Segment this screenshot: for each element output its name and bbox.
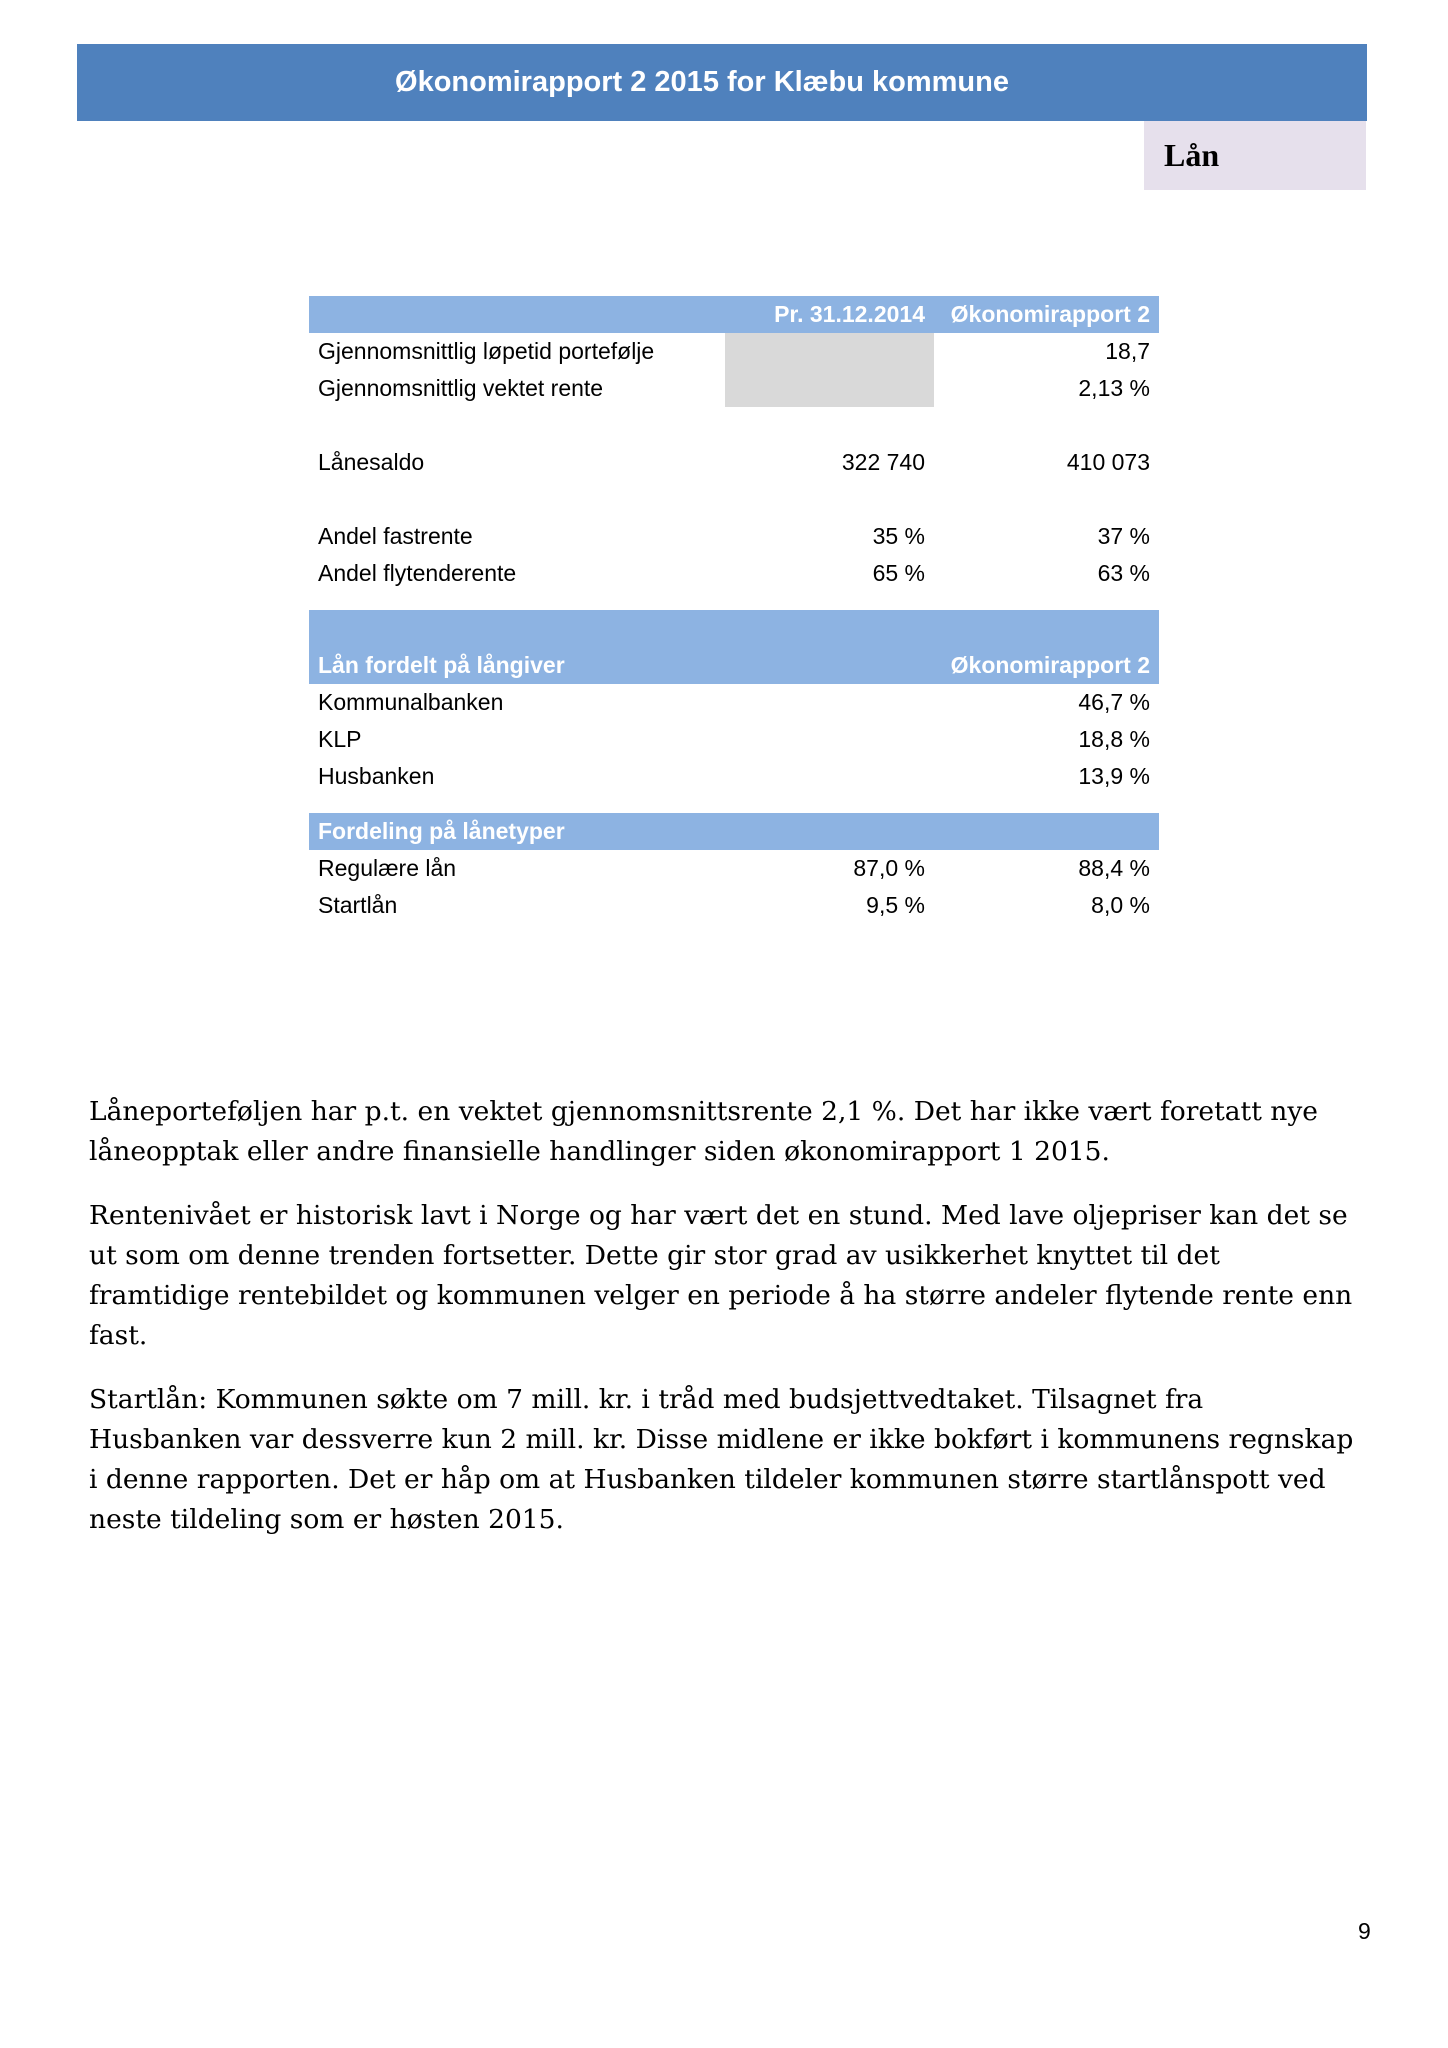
row-current-value: 18,7 (1105, 338, 1150, 364)
section-title: Lån (1164, 137, 1220, 173)
row-current-value: 37 % (1097, 523, 1150, 549)
row-prev-value: 322 740 (841, 449, 925, 475)
row-label: Kommunalbanken (318, 689, 504, 715)
table-row (309, 444, 1159, 481)
table-header-row (309, 296, 1159, 333)
row-prev-value: 87,0 % (853, 855, 925, 881)
paragraph: Rentenivået er historisk lavt i Norge og har vært det en stund. Med lave oljepriser kan det se ut som om denne trenden fortsetter. Dette gir stor grad av usikkerhet knyttet til det framtidige rentebildet og kommunen velger en periode å ha større andeler flytende rente enn fast. (89, 1200, 1353, 1351)
spacer-row (309, 481, 1159, 518)
lender-header-label: Lån fordelt på långiver (309, 610, 725, 684)
row-current-value: 410 073 (1066, 449, 1150, 475)
table-row (309, 555, 1159, 592)
report-title: Økonomirapport 2 2015 for Klæbu kommune (395, 66, 1009, 98)
row-label: Andel fastrente (318, 523, 473, 549)
loan-summary-table (309, 296, 1159, 924)
table-row (309, 333, 1159, 370)
loan-type-header-row (309, 813, 1159, 850)
row-label: Gjennomsnittlig vektet rente (318, 375, 604, 401)
row-current-value: 2,13 % (1078, 375, 1150, 401)
table-row (309, 758, 1159, 795)
lender-header-row (309, 610, 1159, 684)
row-label: Husbanken (318, 763, 435, 789)
header-cell-prev: Pr. 31.12.2014 (725, 296, 934, 333)
body-text (89, 1092, 1359, 1564)
table-row (309, 684, 1159, 721)
spacer-row (309, 592, 1159, 610)
table-row (309, 518, 1159, 555)
report-title-banner (77, 44, 1367, 121)
paragraph: Låneporteføljen har p.t. en vektet gjennomsnittsrente 2,1 %. Det har ikke vært foretatt nye låneopptak eller andre finansielle handlinger siden økonomirapport 1 2015. (89, 1096, 1318, 1167)
header-cell-current: Økonomirapport 2 (934, 296, 1159, 333)
row-label: Andel flytenderente (318, 560, 517, 586)
row-current-value: 18,8 % (1078, 726, 1150, 752)
row-current-value: 13,9 % (1078, 763, 1150, 789)
lender-header-current: Økonomirapport 2 (934, 610, 1159, 684)
row-prev-value: 9,5 % (866, 892, 925, 918)
table-row (309, 887, 1159, 924)
table-row (309, 850, 1159, 887)
loan-type-header-label: Fordeling på lånetyper (309, 813, 725, 850)
spacer-row (309, 795, 1159, 813)
row-prev-value (725, 333, 934, 370)
row-prev-value: 35 % (872, 523, 925, 549)
paragraph: Startlån: Kommunen søkte om 7 mill. kr. i tråd med budsjettvedtaket. Tilsagnet fra Husbanken var dessverre kun 2 mill. kr. Disse midlene er ikke bokført i kommunens regnskap i denne rapporten. Det er håp om at Husbanken tildeler kommunen større startlånspott ved neste tildeling som er høsten 2015. (89, 1384, 1354, 1535)
row-prev-value (725, 370, 934, 407)
row-label: Startlån (318, 892, 398, 918)
row-label: Gjennomsnittlig løpetid portefølje (318, 338, 655, 364)
row-current-value: 63 % (1097, 560, 1150, 586)
row-current-value: 8,0 % (1091, 892, 1150, 918)
page-number: 9 (1358, 1918, 1371, 1944)
spacer-row (309, 407, 1159, 444)
row-current-value: 46,7 % (1078, 689, 1150, 715)
row-label: Lånesaldo (318, 449, 425, 475)
row-current-value: 88,4 % (1078, 855, 1150, 881)
row-label: KLP (318, 726, 362, 752)
header-cell-label (309, 296, 725, 333)
row-prev-value: 65 % (872, 560, 925, 586)
table-row (309, 370, 1159, 407)
row-label: Regulære lån (318, 855, 457, 881)
table-row (309, 721, 1159, 758)
section-tab (1144, 121, 1366, 190)
